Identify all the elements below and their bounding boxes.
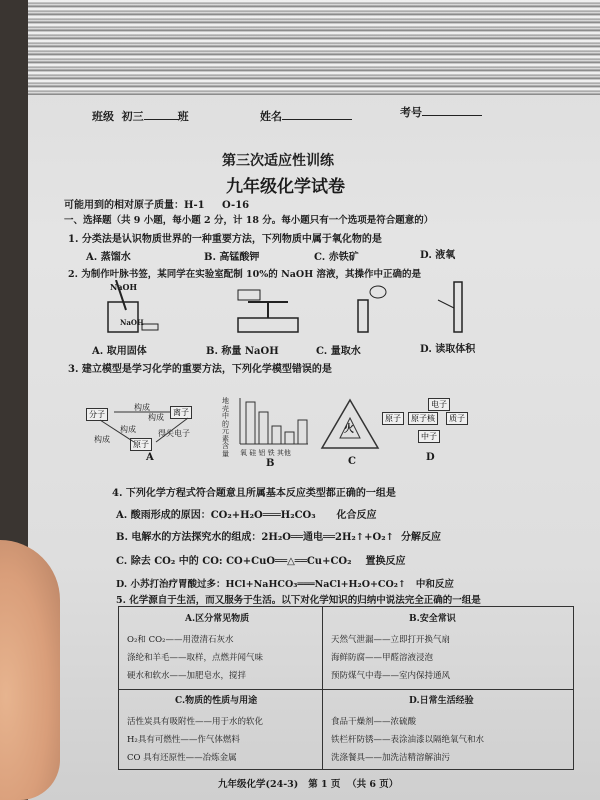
- table-b-line-2: 海鲜防腐——甲醛溶液浸泡: [331, 653, 434, 663]
- model-c-fire: 火: [344, 424, 354, 435]
- model-d-atom: 原子: [382, 412, 404, 425]
- table-c-line-2: H₂具有可燃性——作气体燃料: [127, 735, 240, 745]
- q1-option-d: D. 液氧: [420, 250, 456, 261]
- model-b-ylabel: 地壳中的元素含量: [222, 397, 229, 458]
- table-vline: [322, 607, 323, 769]
- section-1-heading: 一、选择题（共 9 小题，每小题 2 分，计 18 分。每小题只有一个选项是符合题意的）: [64, 215, 434, 226]
- q4-option-a: A. 酸雨形成的原因：CO₂+H₂O═══H₂CO₃ 化合反应: [116, 510, 377, 521]
- fig-label-naoh-2: NaOH: [120, 318, 144, 327]
- model-a-constitute-1: 构成: [134, 403, 150, 412]
- table-c-line-3: CO 具有还原性——冶炼金属: [127, 753, 237, 763]
- q2-option-c: C. 量取水: [316, 346, 361, 357]
- q4-option-d: D. 小苏打治疗胃酸过多：HCl+NaHCO₃═══NaCl+H₂O+CO₂↑ 中和反应: [116, 579, 454, 590]
- model-a-ion: 离子: [170, 406, 192, 419]
- q1-stem: 1. 分类法是认识物质世界的一种重要方法，下列物质中属于氧化物的是: [68, 234, 382, 245]
- model-d-nucleus: 原子核: [408, 412, 438, 425]
- model-a-constitute-4: 构成: [94, 435, 110, 444]
- table-c-title: C.物质的性质与用途: [175, 696, 258, 706]
- q3-option-a: A: [146, 452, 154, 463]
- table-a-line-3: 硬水和软水——加肥皂水，搅拌: [127, 671, 247, 681]
- q3-stem: 3. 建立模型是学习化学的重要方法，下列化学模型错误的是: [68, 364, 332, 375]
- q2-option-b: B. 称量 NaOH: [206, 346, 279, 357]
- atomic-mass: 可能用到的相对原子质量：H-1 O-16: [64, 200, 250, 211]
- page-footer: 九年级化学(24-3) 第 1 页 （共 6 页）: [218, 779, 399, 790]
- q2-stem: 2. 为制作叶脉书签，某同学在实验室配制 10%的 NaOH 溶液，其操作中正确的是: [68, 269, 421, 280]
- q4-stem: 4. 下列化学方程式符合题意且所属基本反应类型都正确的一组是: [112, 488, 396, 499]
- table-b-line-3: 预防煤气中毒——室内保持通风: [331, 671, 451, 681]
- model-b-bars: [238, 398, 310, 446]
- model-a-constitute-2: 构成: [148, 413, 164, 422]
- q2-option-d: D. 读取体积: [420, 344, 476, 355]
- q2-figures: [98, 280, 568, 338]
- table-a-line-1: O₂和 CO₂——用澄清石灰水: [127, 635, 234, 645]
- q3-option-d: D: [426, 452, 435, 463]
- hand-holding-paper: [0, 540, 60, 800]
- table-a-line-2: 涤纶和羊毛——取样，点燃并闻气味: [127, 653, 264, 663]
- fig-pour-water: [358, 286, 386, 332]
- fig-read-volume: [438, 282, 462, 332]
- q5-stem: 5. 化学源自于生活，而又服务于生活。以下对化学知识的归纳中说法完全正确的一组是: [116, 595, 481, 606]
- q3-option-b: B: [266, 458, 275, 469]
- table-d-line-1: 食品干燥剂——浓硫酸: [331, 717, 417, 727]
- q3-option-c: C: [348, 456, 356, 467]
- model-a-molecule: 分子: [86, 408, 108, 421]
- title-main: 第三次适应性训练: [222, 153, 334, 169]
- header-name: 姓名: [260, 108, 352, 124]
- q2-option-a: A. 取用固体: [92, 346, 147, 357]
- fig-label-naoh-1: NaOH: [110, 282, 138, 292]
- title-sub: 九年级化学试卷: [226, 177, 345, 197]
- exam-paper: [28, 0, 600, 800]
- q1-option-a: A. 蒸馏水: [86, 252, 131, 263]
- model-a-lines: [88, 404, 228, 450]
- table-d-line-3: 洗涤餐具——加洗洁精溶解油污: [331, 753, 451, 763]
- model-d-electron: 电子: [428, 398, 450, 411]
- q5-table: [118, 606, 574, 770]
- table-d-title: D.日常生活经验: [409, 696, 474, 706]
- q4-option-b: B. 电解水的方法探究水的组成：2H₂O══通电══2H₂↑+O₂↑ 分解反应: [116, 532, 441, 543]
- table-b-line-1: 天然气泄漏——立即打开换气扇: [331, 635, 451, 645]
- table-b-title: B.安全常识: [409, 614, 456, 624]
- model-a-atom: 原子: [130, 438, 152, 451]
- model-a-gain-lose: 得失电子: [158, 429, 190, 438]
- header-exam-no: 考号: [400, 104, 482, 120]
- model-d-neutron: 中子: [418, 430, 440, 443]
- table-a-title: A.区分常见物质: [185, 614, 250, 624]
- model-a-constitute-3: 构成: [120, 425, 136, 434]
- q4-option-c: C. 除去 CO₂ 中的 CO: CO+CuO══△══Cu+CO₂ 置换反应: [116, 556, 406, 567]
- model-d-proton: 质子: [446, 412, 468, 425]
- header-class: 班级 初三 班: [92, 110, 189, 123]
- q1-option-c: C. 赤铁矿: [314, 252, 359, 263]
- model-b-xlabel: 氧 硅 铝 铁 其他: [240, 449, 291, 457]
- table-d-line-2: 铁栏杆防锈——表涂油漆以隔绝氧气和水: [331, 735, 485, 745]
- q1-option-b: B. 高锰酸钾: [204, 252, 260, 263]
- scan-streaks: [28, 0, 600, 95]
- table-c-line-1: 活性炭具有吸附性——用于水的软化: [127, 717, 264, 727]
- table-hline: [119, 689, 573, 690]
- fig-balance: [238, 290, 298, 332]
